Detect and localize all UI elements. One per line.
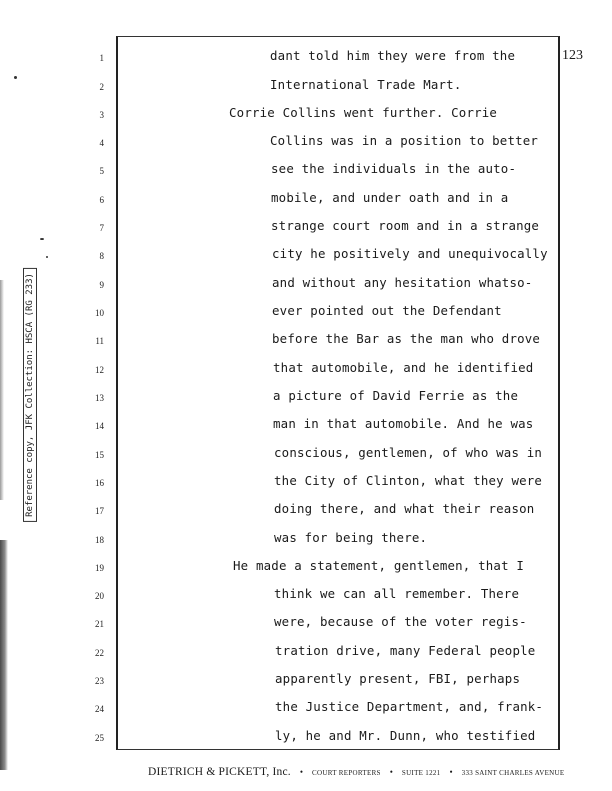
transcript-line: strange court room and in a strange bbox=[271, 218, 540, 233]
court-reporter-footer bbox=[148, 762, 568, 780]
scan-edge-shadow-upper bbox=[0, 280, 4, 500]
transcript-line: tration drive, many Federal people bbox=[275, 643, 536, 658]
scan-speck bbox=[40, 238, 44, 240]
collection-stamp: Reference copy, JFK Collection: HSCA (RG 233) bbox=[23, 268, 37, 522]
line-number-column bbox=[80, 0, 110, 760]
line-number: 1 bbox=[99, 53, 104, 63]
transcript-line: city he positively and unequivocally bbox=[272, 246, 548, 261]
line-number: 11 bbox=[95, 336, 104, 346]
transcript-line: apparently present, FBI, perhaps bbox=[275, 671, 521, 686]
footer-separator: • bbox=[299, 767, 304, 777]
transcript-line: ever pointed out the Defendant bbox=[272, 303, 502, 318]
line-number: 15 bbox=[95, 450, 104, 460]
transcript-line: that automobile, and he identified bbox=[273, 360, 534, 375]
line-number: 14 bbox=[95, 421, 104, 431]
line-number: 18 bbox=[95, 535, 104, 545]
line-number: 20 bbox=[95, 591, 104, 601]
transcript-line: Collins was in a position to better bbox=[270, 133, 539, 148]
line-number: 7 bbox=[99, 223, 104, 233]
transcript-line: doing there, and what their reason bbox=[274, 501, 535, 516]
footer-role: COURT REPORTERS bbox=[312, 769, 381, 777]
footer-separator: • bbox=[389, 767, 393, 777]
line-number: 5 bbox=[99, 166, 104, 176]
transcript-line: conscious, gentlemen, of who was in bbox=[274, 445, 543, 460]
transcript-line: before the Bar as the man who drove bbox=[272, 331, 541, 346]
scan-speck bbox=[46, 256, 48, 258]
page-number: 123 bbox=[562, 48, 583, 63]
transcript-line: man in that automobile. And he was bbox=[273, 416, 534, 431]
transcript-line: see the individuals in the auto- bbox=[271, 161, 517, 176]
line-number: 16 bbox=[95, 478, 104, 488]
line-number: 13 bbox=[95, 393, 104, 403]
line-number: 2 bbox=[99, 82, 104, 92]
line-number: 23 bbox=[95, 676, 104, 686]
line-number: 4 bbox=[99, 138, 104, 148]
line-number: 6 bbox=[99, 195, 104, 205]
line-number: 25 bbox=[95, 733, 104, 743]
line-number: 3 bbox=[99, 110, 104, 120]
transcript-line: was for being there. bbox=[274, 530, 428, 545]
transcript-line: He made a statement, gentlemen, that I bbox=[233, 558, 525, 573]
transcript-line: dant told him they were from the bbox=[270, 48, 516, 63]
footer-firm-name: DIETRICH & PICKETT, Inc. bbox=[148, 766, 291, 778]
footer-separator: • bbox=[449, 767, 453, 777]
line-number: 12 bbox=[95, 365, 104, 375]
footer-address: 333 SAINT CHARLES AVENUE bbox=[461, 769, 565, 777]
line-number: 19 bbox=[95, 563, 104, 573]
transcript-line: International Trade Mart. bbox=[270, 77, 462, 92]
transcript-line: ly, he and Mr. Dunn, who testified bbox=[275, 728, 536, 743]
line-number: 22 bbox=[95, 648, 104, 658]
line-number: 8 bbox=[99, 251, 104, 261]
line-number: 17 bbox=[95, 506, 104, 516]
transcript-line: the Justice Department, and, frank- bbox=[275, 699, 544, 714]
transcript-line: were, because of the voter regis- bbox=[274, 614, 527, 629]
scan-edge-shadow bbox=[0, 540, 8, 770]
transcript-line: and without any hesitation whatso- bbox=[272, 275, 533, 290]
footer-suite: SUITE 1221 bbox=[401, 769, 441, 777]
transcript-line: the City of Clinton, what they were bbox=[274, 473, 543, 488]
line-number: 10 bbox=[95, 308, 104, 318]
line-number: 9 bbox=[99, 280, 104, 290]
transcript-line: think we can all remember. There bbox=[274, 586, 520, 601]
transcript-line: a picture of David Ferrie as the bbox=[273, 388, 519, 403]
transcript-line: mobile, and under oath and in a bbox=[271, 190, 509, 205]
transcript-line: Corrie Collins went further. Corrie bbox=[229, 105, 498, 120]
line-number: 24 bbox=[95, 704, 104, 714]
line-number: 21 bbox=[95, 619, 104, 629]
scan-speck bbox=[14, 76, 17, 79]
